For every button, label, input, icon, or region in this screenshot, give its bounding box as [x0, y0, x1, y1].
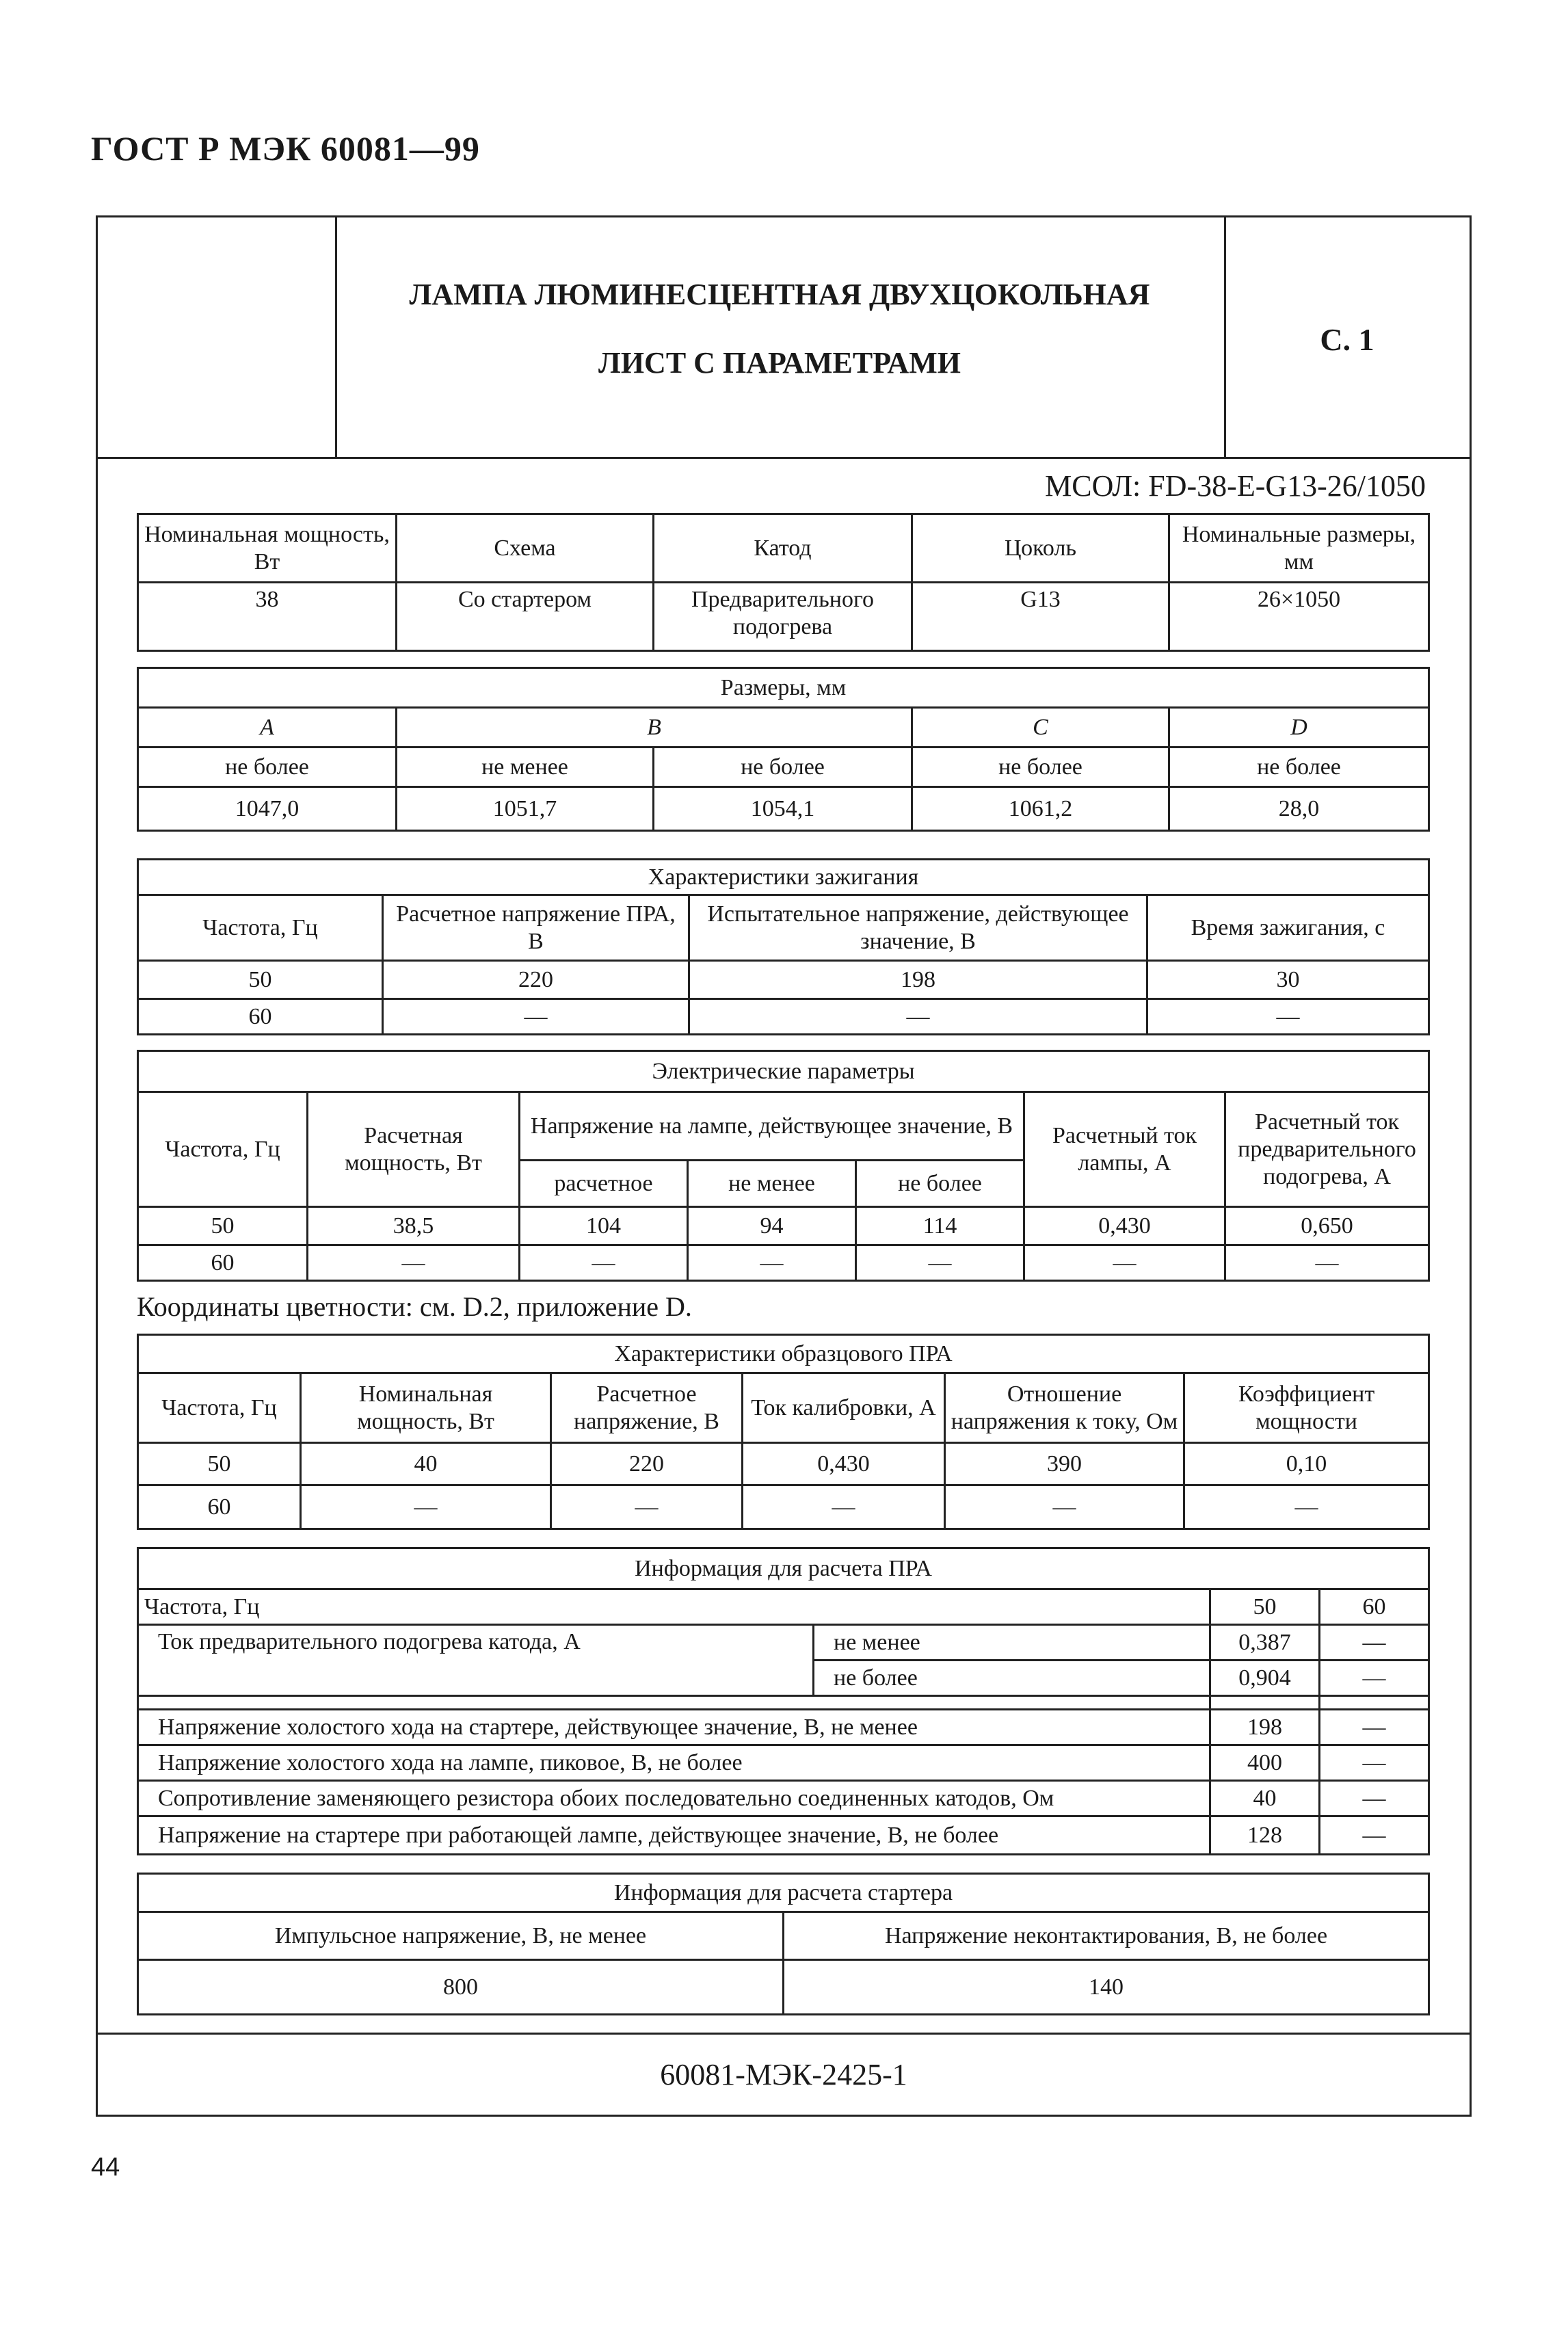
header-cell: Ток калибровки, А: [743, 1373, 945, 1443]
chromaticity-note: Координаты цветности: см. D.2, приложение D.: [137, 1291, 692, 1322]
table-title: Размеры, мм: [138, 668, 1429, 708]
header-cell: Цоколь: [912, 514, 1169, 583]
document-header: ГОСТ Р МЭК 60081—99: [91, 129, 480, 168]
value-cell: —: [856, 1245, 1024, 1281]
frequency-value: 50: [1210, 1589, 1320, 1625]
value-cell: —: [383, 999, 689, 1035]
header-cell: Номинальные размеры, мм: [1169, 514, 1429, 583]
limit-cell: не более: [654, 748, 912, 787]
value-cell: —: [1320, 1781, 1429, 1816]
value-cell: —: [1320, 1816, 1429, 1855]
value-cell: 114: [856, 1207, 1024, 1245]
header-cell: Напряжение на лампе, действующее значение, В: [520, 1092, 1024, 1161]
limit-cell: не более: [912, 748, 1169, 787]
value-cell: —: [1024, 1245, 1225, 1281]
value-cell: 140: [784, 1960, 1429, 2015]
limit-cell: не более: [138, 748, 397, 787]
value-cell: 198: [1210, 1710, 1320, 1745]
table-title: Характеристики зажигания: [138, 860, 1429, 895]
dimension-letter: D: [1169, 708, 1429, 748]
header-cell: Частота, Гц: [138, 1092, 308, 1207]
value-cell: G13: [912, 583, 1169, 651]
value-cell: 50: [138, 961, 383, 999]
dimension-value: 28,0: [1169, 787, 1429, 831]
header-cell: Номинальная мощность, Вт: [138, 514, 397, 583]
value-cell: 50: [138, 1443, 301, 1485]
value-cell: 0,650: [1225, 1207, 1429, 1245]
header-cell: Напряжение неконтактирования, В, не более: [784, 1912, 1429, 1960]
reference-ballast-table: [137, 1334, 1430, 1530]
dimension-letter: C: [912, 708, 1169, 748]
value-cell: 0,387: [1210, 1625, 1320, 1661]
header-cell: Частота, Гц: [138, 895, 383, 961]
electrical-table: [137, 1050, 1430, 1282]
value-cell: 0,430: [743, 1443, 945, 1485]
header-cell: Отношение напряжения к току, Ом: [945, 1373, 1184, 1443]
header-cell: Частота, Гц: [138, 1373, 301, 1443]
header-cell: Расчетная мощность, Вт: [308, 1092, 520, 1207]
value-cell: Предварительного подогрева: [654, 583, 912, 651]
dimension-value: 1047,0: [138, 787, 397, 831]
title-divider-left: [335, 215, 337, 457]
dimension-value: 1061,2: [912, 787, 1169, 831]
value-cell: —: [301, 1485, 551, 1529]
header-cell: Номинальная мощность, Вт: [301, 1373, 551, 1443]
value-cell: 50: [138, 1207, 308, 1245]
sheet-number: С. 1: [1320, 322, 1374, 357]
value-cell: —: [1320, 1625, 1429, 1661]
value-cell: 40: [301, 1443, 551, 1485]
limit-label: не более: [814, 1661, 1210, 1696]
spacer-cell: [1320, 1696, 1429, 1710]
value-cell: 60: [138, 1245, 308, 1281]
lamp-code: МСОЛ: FD-38-E-G13-26/1050: [1045, 469, 1426, 503]
parameter-label: Сопротивление заменяющего резистора обоих последовательно соединенных катодов, Ом: [138, 1781, 1210, 1816]
dimension-letter: B: [397, 708, 912, 748]
value-cell: —: [1320, 1745, 1429, 1781]
value-cell: —: [308, 1245, 520, 1281]
value-cell: 94: [688, 1207, 856, 1245]
limit-cell: не более: [1169, 748, 1429, 787]
parameter-label: Напряжение холостого хода на стартере, действующее значение, В, не менее: [138, 1710, 1210, 1745]
header-cell: Катод: [654, 514, 912, 583]
header-cell: Коэффициент мощности: [1184, 1373, 1429, 1443]
header-cell: Расчетное напряжение ПРА, В: [383, 895, 689, 961]
subheader-cell: расчетное: [520, 1161, 688, 1207]
frequency-value: 60: [1320, 1589, 1429, 1625]
limit-label: не менее: [814, 1625, 1210, 1661]
value-cell: 60: [138, 1485, 301, 1529]
value-cell: —: [1320, 1710, 1429, 1745]
value-cell: 0,430: [1024, 1207, 1225, 1245]
value-cell: 800: [138, 1960, 784, 2015]
value-cell: —: [551, 1485, 743, 1529]
subheader-cell: не более: [856, 1161, 1024, 1207]
value-cell: 0,904: [1210, 1661, 1320, 1696]
sheet-code: 60081-МЭК-2425-1: [660, 2058, 907, 2091]
header-cell: Схема: [397, 514, 654, 583]
value-cell: 60: [138, 999, 383, 1035]
header-cell: Расчетное напряжение, В: [551, 1373, 743, 1443]
value-cell: —: [1147, 999, 1429, 1035]
subheader-cell: не менее: [688, 1161, 856, 1207]
parameter-label: Напряжение холостого хода на лампе, пиковое, В, не более: [138, 1745, 1210, 1781]
ignition-table: [137, 858, 1430, 1035]
sheet-title: ЛАМПА ЛЮМИНЕСЦЕНТНАЯ ДВУХЦОКОЛЬНАЯ: [409, 278, 1150, 311]
header-cell: Импульсное напряжение, В, не менее: [138, 1912, 784, 1960]
preheat-current-label: Ток предварительного подогрева катода, А: [138, 1625, 814, 1696]
value-cell: 220: [383, 961, 689, 999]
value-cell: —: [1184, 1485, 1429, 1529]
spacer-cell: [1210, 1696, 1320, 1710]
value-cell: —: [743, 1485, 945, 1529]
value-cell: —: [520, 1245, 688, 1281]
value-cell: —: [1320, 1661, 1429, 1696]
header-cell: Испытательное напряжение, действующее значение, В: [689, 895, 1147, 961]
value-cell: 0,10: [1184, 1443, 1429, 1485]
table-title: Информация для расчета стартера: [138, 1874, 1429, 1912]
value-cell: 198: [689, 961, 1147, 999]
value-cell: 38,5: [308, 1207, 520, 1245]
value-cell: 38: [138, 583, 397, 651]
value-cell: 26×1050: [1169, 583, 1429, 651]
value-cell: 220: [551, 1443, 743, 1485]
value-cell: —: [1225, 1245, 1429, 1281]
value-cell: 40: [1210, 1781, 1320, 1816]
value-cell: 104: [520, 1207, 688, 1245]
value-cell: 30: [1147, 961, 1429, 999]
spacer-cell: [138, 1696, 1210, 1710]
page-number: 44: [91, 2153, 120, 2182]
table-title: Электрические параметры: [138, 1051, 1429, 1092]
ballast-info-table: [137, 1547, 1430, 1855]
limit-cell: не менее: [397, 748, 654, 787]
header-cell: Время зажигания, с: [1147, 895, 1429, 961]
table-title: Информация для расчета ПРА: [138, 1548, 1429, 1589]
value-cell: 128: [1210, 1816, 1320, 1855]
dimensions-table: [137, 667, 1430, 832]
dimension-letter: A: [138, 708, 397, 748]
parameter-label: Напряжение на стартере при работающей лампе, действующее значение, В, не более: [138, 1816, 1210, 1855]
dimension-value: 1054,1: [654, 787, 912, 831]
value-cell: —: [688, 1245, 856, 1281]
sheet-subtitle: ЛИСТ С ПАРАМЕТРАМИ: [598, 346, 961, 380]
main-parameters-table: [137, 513, 1430, 652]
value-cell: Со стартером: [397, 583, 654, 651]
header-cell: Расчетный ток предварительного подогрева, А: [1225, 1092, 1429, 1207]
frequency-label: Частота, Гц: [138, 1589, 1210, 1625]
value-cell: 400: [1210, 1745, 1320, 1781]
value-cell: —: [689, 999, 1147, 1035]
dimension-value: 1051,7: [397, 787, 654, 831]
starter-info-table: [137, 1873, 1430, 2015]
table-title: Характеристики образцового ПРА: [138, 1335, 1429, 1373]
value-cell: 390: [945, 1443, 1184, 1485]
header-cell: Расчетный ток лампы, А: [1024, 1092, 1225, 1207]
value-cell: —: [945, 1485, 1184, 1529]
